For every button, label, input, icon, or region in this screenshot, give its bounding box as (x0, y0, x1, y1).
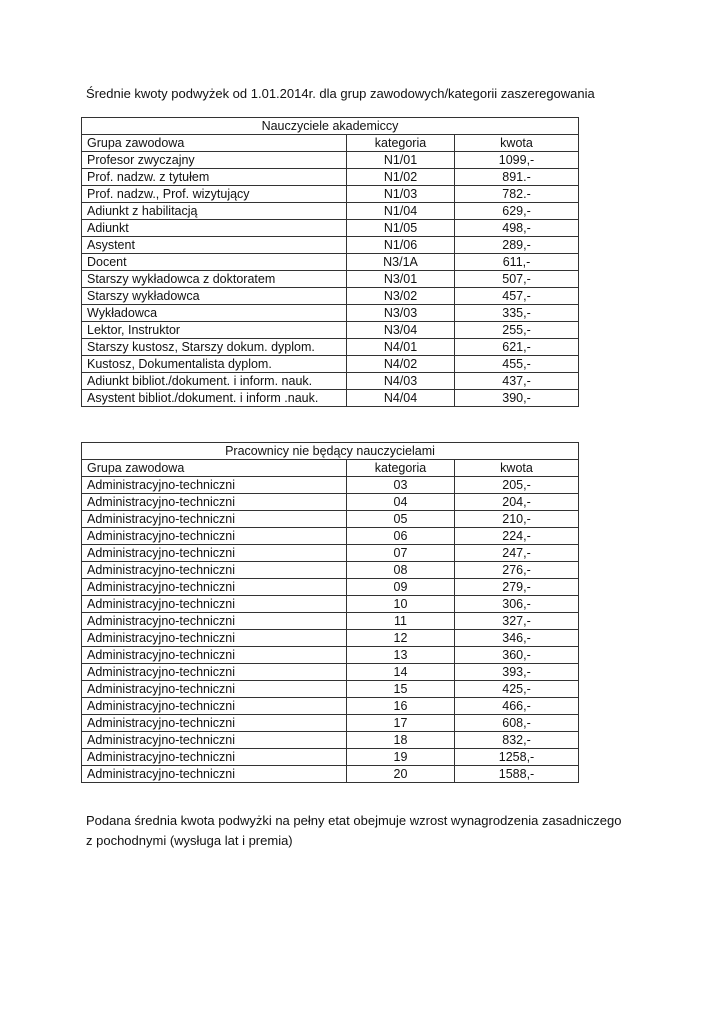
cell-amount: 255,- (455, 322, 579, 339)
cell-category: 20 (347, 766, 455, 783)
header-group: Grupa zawodowa (82, 135, 347, 152)
table-header-row (82, 135, 579, 152)
cell-category: 12 (347, 630, 455, 647)
cell-group: Kustosz, Dokumentalista dyplom. (82, 356, 347, 373)
table-row (82, 339, 579, 356)
table-row (82, 169, 579, 186)
cell-category: 07 (347, 545, 455, 562)
cell-category: N1/06 (347, 237, 455, 254)
cell-group: Adiunkt (82, 220, 347, 237)
cell-amount: 346,- (455, 630, 579, 647)
table-row (82, 647, 579, 664)
cell-group: Starszy kustosz, Starszy dokum. dyplom. (82, 339, 347, 356)
table-row (82, 220, 579, 237)
table-row (82, 664, 579, 681)
table-row (82, 254, 579, 271)
cell-category: 18 (347, 732, 455, 749)
cell-group: Administracyjno-techniczni (82, 664, 347, 681)
cell-group: Profesor zwyczajny (82, 152, 347, 169)
cell-amount: 205,- (455, 477, 579, 494)
cell-amount: 832,- (455, 732, 579, 749)
table-row (82, 511, 579, 528)
table-row (82, 732, 579, 749)
table-caption-row (82, 118, 579, 135)
cell-amount: 457,- (455, 288, 579, 305)
cell-group: Asystent (82, 237, 347, 254)
cell-amount: 289,- (455, 237, 579, 254)
cell-amount: 437,- (455, 373, 579, 390)
cell-amount: 455,- (455, 356, 579, 373)
cell-category: 06 (347, 528, 455, 545)
table-row (82, 630, 579, 647)
cell-amount: 279,- (455, 579, 579, 596)
cell-category: 19 (347, 749, 455, 766)
cell-category: N4/03 (347, 373, 455, 390)
cell-amount: 629,- (455, 203, 579, 220)
cell-category: N1/02 (347, 169, 455, 186)
cell-amount: 224,- (455, 528, 579, 545)
cell-group: Administracyjno-techniczni (82, 715, 347, 732)
cell-group: Administracyjno-techniczni (82, 698, 347, 715)
footnote: Podana średnia kwota podwyżki na pełny etat obejmuje wzrost wynagrodzenia zasadniczego z pochodnymi (wysługa lat i premia) (86, 813, 622, 848)
cell-amount: 210,- (455, 511, 579, 528)
cell-group: Administracyjno-techniczni (82, 562, 347, 579)
table-row (82, 186, 579, 203)
cell-amount: 204,- (455, 494, 579, 511)
cell-category: 05 (347, 511, 455, 528)
cell-category: N3/03 (347, 305, 455, 322)
cell-amount: 1258,- (455, 749, 579, 766)
cell-group: Administracyjno-techniczni (82, 681, 347, 698)
table-row (82, 545, 579, 562)
table-row (82, 305, 579, 322)
cell-group: Administracyjno-techniczni (82, 511, 347, 528)
cell-category: 16 (347, 698, 455, 715)
cell-amount: 1588,- (455, 766, 579, 783)
header-amount: kwota (455, 135, 579, 152)
cell-group: Prof. nadzw., Prof. wizytujący (82, 186, 347, 203)
cell-category: 13 (347, 647, 455, 664)
cell-category: N3/02 (347, 288, 455, 305)
table-row (82, 528, 579, 545)
cell-amount: 891.- (455, 169, 579, 186)
table-caption: Nauczyciele akademiccy (82, 118, 579, 135)
table-row (82, 681, 579, 698)
table-caption: Pracownicy nie będący nauczycielami (82, 443, 579, 460)
cell-group: Administracyjno-techniczni (82, 647, 347, 664)
cell-amount: 466,- (455, 698, 579, 715)
header-group: Grupa zawodowa (82, 460, 347, 477)
cell-group: Asystent bibliot./dokument. i inform .nauk. (82, 390, 347, 407)
cell-amount: 327,- (455, 613, 579, 630)
cell-amount: 498,- (455, 220, 579, 237)
cell-group: Administracyjno-techniczni (82, 477, 347, 494)
cell-category: N4/02 (347, 356, 455, 373)
cell-category: 14 (347, 664, 455, 681)
cell-category: 09 (347, 579, 455, 596)
table-row (82, 271, 579, 288)
cell-group: Administracyjno-techniczni (82, 494, 347, 511)
cell-category: N1/05 (347, 220, 455, 237)
table-row (82, 766, 579, 783)
table-row (82, 373, 579, 390)
academic-staff-table (81, 117, 579, 407)
table-row (82, 613, 579, 630)
cell-category: N3/04 (347, 322, 455, 339)
cell-group: Prof. nadzw. z tytułem (82, 169, 347, 186)
cell-group: Administracyjno-techniczni (82, 630, 347, 647)
cell-group: Adiunkt z habilitacją (82, 203, 347, 220)
cell-group: Administracyjno-techniczni (82, 528, 347, 545)
cell-group: Administracyjno-techniczni (82, 596, 347, 613)
cell-category: 10 (347, 596, 455, 613)
cell-amount: 621,- (455, 339, 579, 356)
cell-group: Administracyjno-techniczni (82, 545, 347, 562)
cell-category: N3/1A (347, 254, 455, 271)
cell-amount: 611,- (455, 254, 579, 271)
cell-category: N3/01 (347, 271, 455, 288)
header-category: kategoria (347, 135, 455, 152)
table-row (82, 698, 579, 715)
cell-group: Administracyjno-techniczni (82, 732, 347, 749)
cell-category: 08 (347, 562, 455, 579)
cell-category: N1/04 (347, 203, 455, 220)
table-row (82, 152, 579, 169)
cell-group: Docent (82, 254, 347, 271)
cell-amount: 390,- (455, 390, 579, 407)
cell-category: N1/01 (347, 152, 455, 169)
cell-amount: 393,- (455, 664, 579, 681)
table-row (82, 749, 579, 766)
cell-group: Administracyjno-techniczni (82, 613, 347, 630)
table-row (82, 203, 579, 220)
cell-category: 04 (347, 494, 455, 511)
cell-category: 03 (347, 477, 455, 494)
cell-group: Administracyjno-techniczni (82, 766, 347, 783)
table-row (82, 477, 579, 494)
table-header-row (82, 460, 579, 477)
table-row (82, 288, 579, 305)
cell-amount: 608,- (455, 715, 579, 732)
header-category: kategoria (347, 460, 455, 477)
header-amount: kwota (455, 460, 579, 477)
cell-category: N4/01 (347, 339, 455, 356)
cell-group: Starszy wykładowca (82, 288, 347, 305)
non-teaching-staff-table (81, 442, 579, 783)
table-row (82, 390, 579, 407)
cell-group: Administracyjno-techniczni (82, 579, 347, 596)
table-row (82, 322, 579, 339)
table-row (82, 715, 579, 732)
cell-amount: 425,- (455, 681, 579, 698)
table-row (82, 237, 579, 254)
cell-category: 17 (347, 715, 455, 732)
cell-group: Adiunkt bibliot./dokument. i inform. nauk. (82, 373, 347, 390)
cell-group: Wykładowca (82, 305, 347, 322)
cell-amount: 306,- (455, 596, 579, 613)
cell-category: 11 (347, 613, 455, 630)
cell-amount: 276,- (455, 562, 579, 579)
cell-category: N4/04 (347, 390, 455, 407)
cell-amount: 360,- (455, 647, 579, 664)
cell-amount: 782.- (455, 186, 579, 203)
table-row (82, 356, 579, 373)
cell-category: 15 (347, 681, 455, 698)
table-row (82, 579, 579, 596)
cell-amount: 247,- (455, 545, 579, 562)
cell-amount: 335,- (455, 305, 579, 322)
cell-category: N1/03 (347, 186, 455, 203)
table-caption-row (82, 443, 579, 460)
cell-amount: 1099,- (455, 152, 579, 169)
table-row (82, 596, 579, 613)
table-row (82, 562, 579, 579)
table-row (82, 494, 579, 511)
cell-amount: 507,- (455, 271, 579, 288)
cell-group: Lektor, Instruktor (82, 322, 347, 339)
cell-group: Administracyjno-techniczni (82, 749, 347, 766)
page-title: Średnie kwoty podwyżek od 1.01.2014r. dla grup zawodowych/kategorii zaszeregowania (86, 86, 595, 101)
cell-group: Starszy wykładowca z doktoratem (82, 271, 347, 288)
